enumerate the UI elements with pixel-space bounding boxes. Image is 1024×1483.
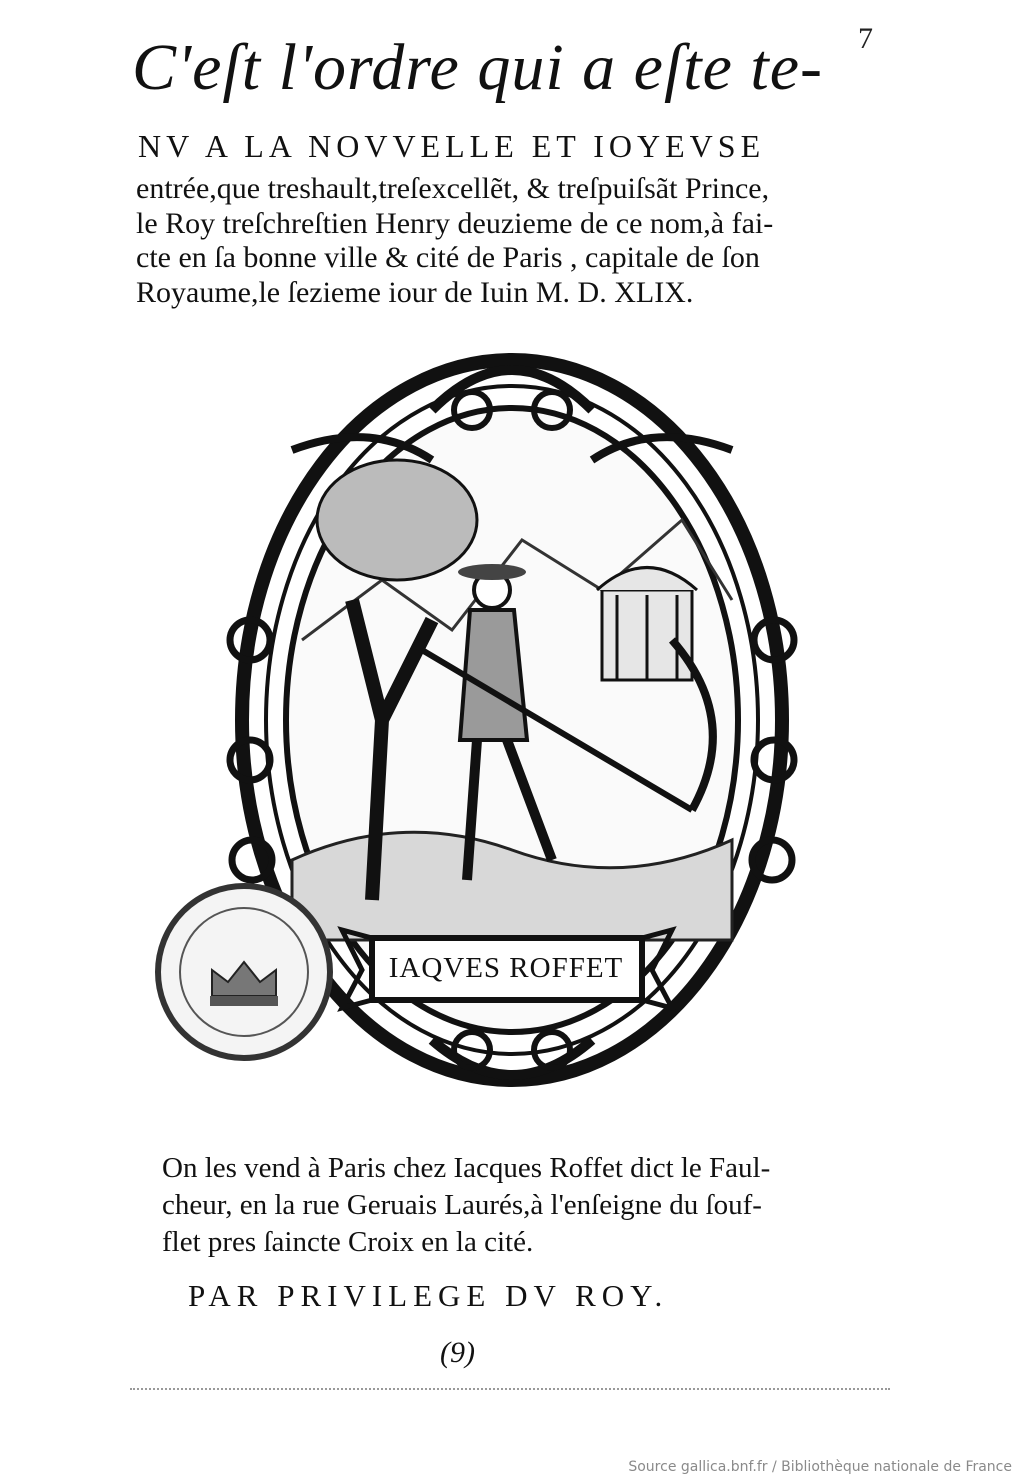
corner-page-number: 7 bbox=[858, 22, 873, 55]
privilege-line: PAR PRIVILEGE DV ROY. bbox=[188, 1278, 669, 1313]
source-credit: Source gallica.bnf.fr / Bibliothèque nationale de France bbox=[628, 1459, 1012, 1475]
title-body bbox=[136, 172, 856, 310]
title-line-2: NV A LA NOVVELLE ET IOYEVSE bbox=[138, 128, 766, 164]
dotted-rule bbox=[130, 1388, 890, 1390]
imprint-line: cheur, en la rue Geruais Laurés,à l'enſeigne du ſouf- bbox=[162, 1189, 762, 1221]
imprint-line: flet pres ſaincte Croix en la cité. bbox=[162, 1226, 534, 1258]
folio-number: (9) bbox=[440, 1336, 475, 1369]
printer-device-label: IAQVES ROFFET bbox=[388, 952, 624, 984]
imprint bbox=[162, 1150, 862, 1261]
title-line-1: C'eſt l'ordre qui a eſte te- bbox=[132, 31, 824, 104]
body-line: cte en ſa bonne ville & cité de Paris , capitale de ſon bbox=[136, 241, 760, 274]
library-stamp bbox=[150, 878, 338, 1066]
imprint-line: On les vend à Paris chez Iacques Roffet dict le Faul- bbox=[162, 1152, 771, 1184]
body-line: entrée,que treshault,treſexcellẽt, & treſpuiſsãt Prince, bbox=[136, 172, 770, 205]
body-line: le Roy treſchreſtien Henry deuzieme de ce nom,à fai- bbox=[136, 206, 774, 240]
body-line: Royaume,le ſezieme iour de Iuin M. D. XLIX. bbox=[136, 275, 694, 309]
